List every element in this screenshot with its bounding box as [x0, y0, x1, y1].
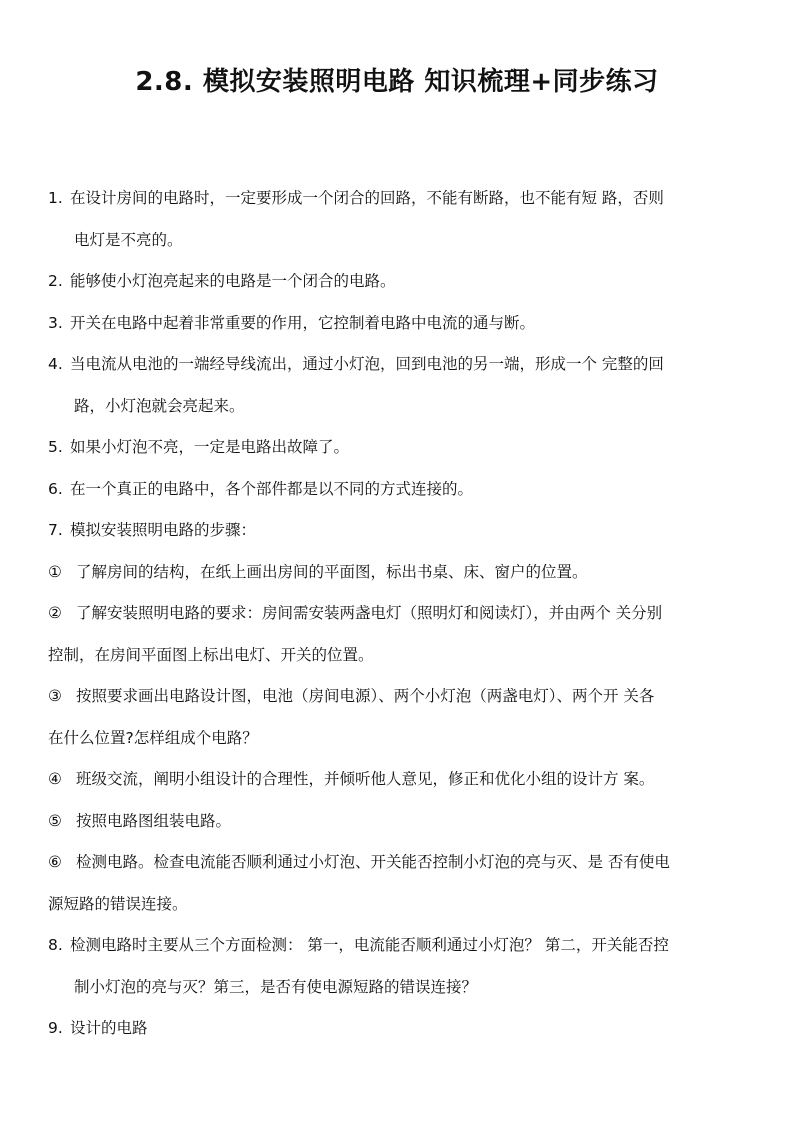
point-2: [48, 261, 748, 303]
step-2-continuation: 控制，在房间平面图上标出电灯、开关的位置。: [48, 645, 374, 664]
step-marker: ④: [48, 770, 62, 788]
step-5: [48, 801, 748, 843]
step-marker: ⑤: [48, 811, 62, 830]
point-number: 6.: [48, 479, 63, 498]
point-8: [48, 925, 748, 967]
step-marker: ⑥: [48, 853, 62, 871]
point-4: [48, 344, 748, 386]
step-2: [48, 593, 748, 635]
step-text: 检测电路。检查电流能否顺利通过小灯泡、开关能否控制小灯泡的亮与灭、是 否有使电: [76, 853, 670, 871]
point-text: 在一个真正的电路中，各个部件都是以不同的方式连接的。: [70, 479, 474, 498]
point-1: [48, 178, 748, 220]
point-7: [48, 510, 748, 552]
point-text: 如果小灯泡不亮，一定是电路出故障了。: [70, 438, 350, 456]
point-text: 检测电路时主要从三个方面检测： 第一，电流能否顺利通过小灯泡？ 第二，开关能否控: [70, 936, 669, 954]
point-1-continuation: 电灯是不亮的。: [74, 230, 183, 249]
point-4-continuation: 路，小灯泡就会亮起来。: [74, 396, 245, 415]
step-text: 班级交流，阐明小组设计的合理性，并倾听他人意见，修正和优化小组的设计方 案。: [76, 770, 655, 788]
step-1: [48, 552, 748, 594]
point-6: [48, 469, 748, 511]
point-number: 1.: [48, 189, 63, 207]
point-number: 3.: [48, 313, 63, 332]
step-marker: ②: [48, 604, 62, 622]
point-text: 能够使小灯泡亮起来的电路是一个闭合的电路。: [70, 272, 396, 290]
step-3: [48, 676, 748, 718]
step-marker: ①: [48, 562, 62, 581]
point-number: 8.: [48, 936, 63, 954]
step-text: 按照电路图组装电路。: [76, 811, 232, 830]
point-text: 模拟安装照明电路的步骤：: [70, 521, 257, 539]
step-text: 了解房间的结构，在纸上画出房间的平面图，标出书桌、床、窗户的位置。: [76, 562, 588, 581]
point-5: [48, 427, 748, 469]
point-text: 设计的电路: [70, 1019, 148, 1037]
point-number: 7.: [48, 521, 63, 539]
step-text: 了解安装照明电路的要求：房间需安装两盏电灯（照明灯和阅读灯），并由两个 关分别: [76, 604, 663, 622]
point-number: 4.: [48, 355, 63, 373]
point-number: 5.: [48, 438, 63, 456]
step-marker: ③: [48, 687, 62, 705]
step-text: 按照要求画出电路设计图，电池（房间电源）、两个小灯泡（两盏电灯）、两个开 关各: [76, 687, 655, 705]
point-9: [48, 1008, 748, 1050]
page-title: 2.8. 模拟安装照明电路 知识梳理+同步练习: [135, 67, 659, 97]
point-text: 开关在电路中起着非常重要的作用，它控制着电路中电流的通与断。: [70, 313, 536, 332]
step-6-continuation: 源短路的错误连接。: [48, 894, 188, 913]
step-4: [48, 759, 748, 801]
point-8-continuation: 制小灯泡的亮与灭？第三，是否有使电源短路的错误连接？: [74, 977, 478, 996]
point-text: 当电流从电池的一端经导线流出，通过小灯泡，回到电池的另一端，形成一个 完整的回: [70, 355, 664, 373]
point-text: 在设计房间的电路时，一定要形成一个闭合的回路，不能有断路，也不能有短 路，否则: [70, 189, 664, 207]
point-number: 9.: [48, 1019, 63, 1037]
point-3: [48, 303, 748, 345]
step-6: [48, 842, 748, 884]
document-body: [48, 178, 748, 1050]
step-3-continuation: 在什么位置?怎样组成个电路？: [48, 728, 258, 747]
point-number: 2.: [48, 272, 63, 290]
